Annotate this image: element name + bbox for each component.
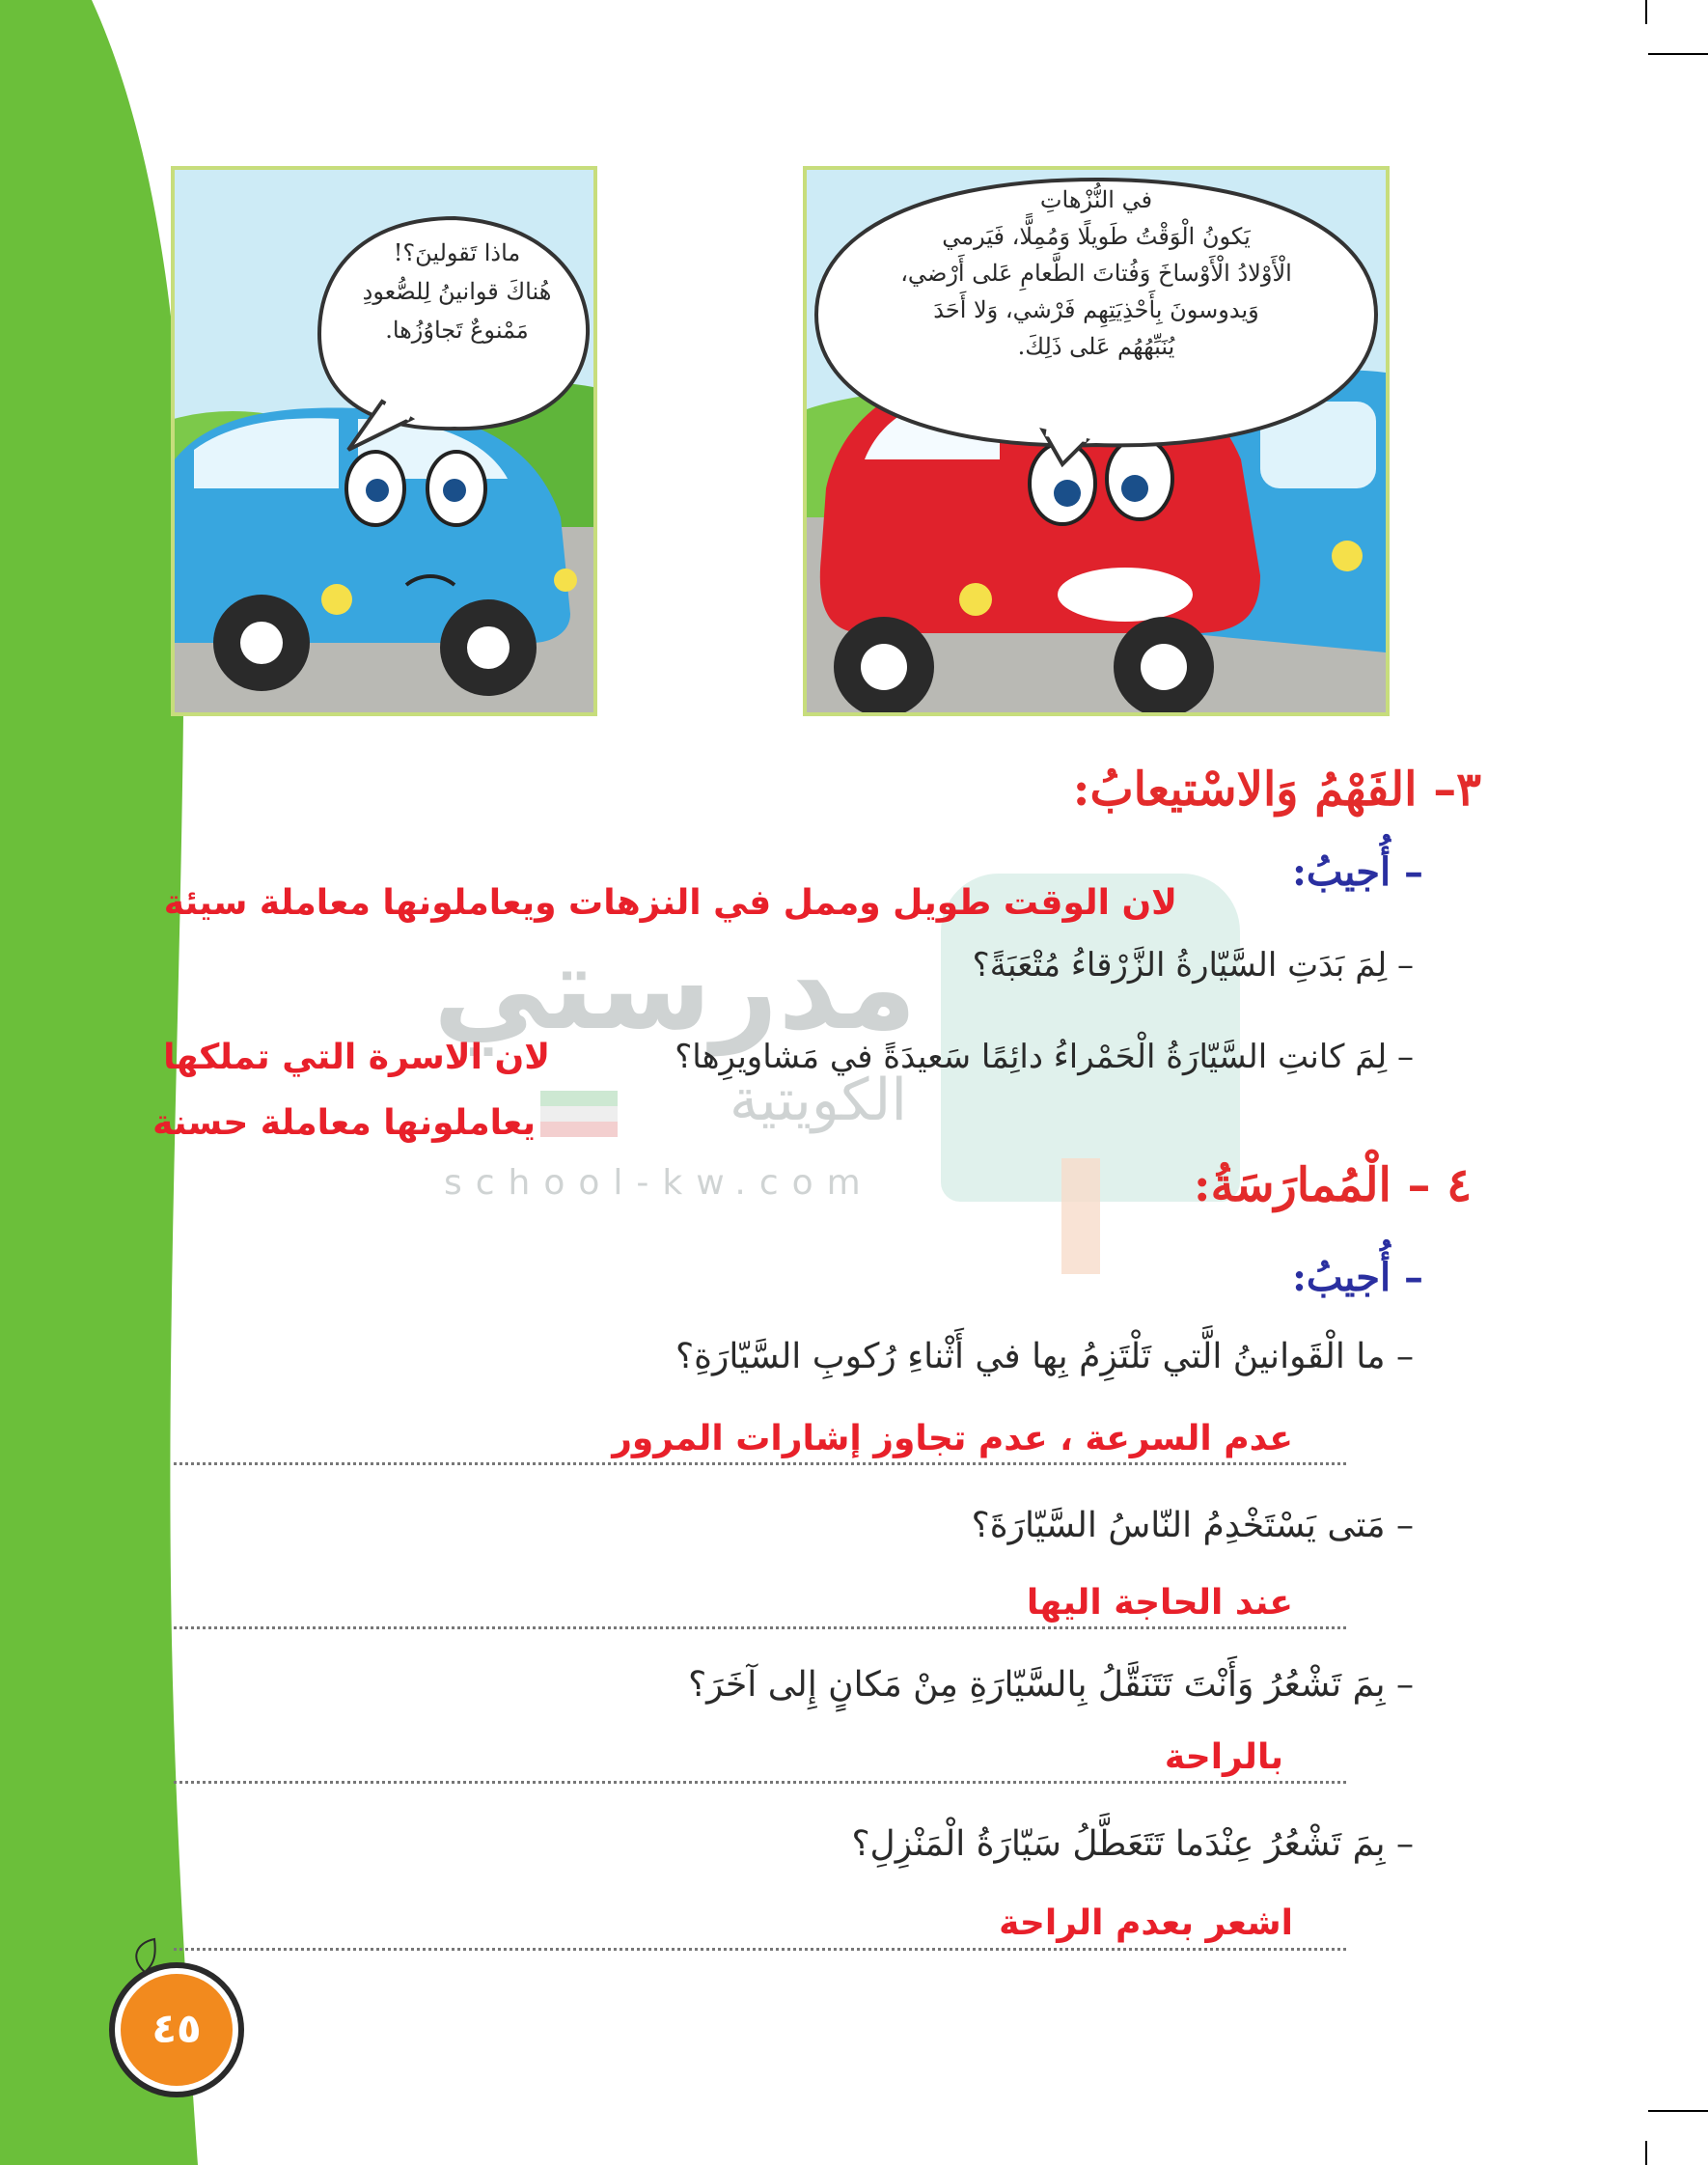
- speech-line: في النُّزْهاتِ: [1039, 186, 1153, 213]
- crop-mark: [1645, 2141, 1647, 2165]
- answer-line: [174, 1626, 1346, 1629]
- practice-answer-3: بالراحة: [1164, 1737, 1283, 1777]
- section4-ajib-label: – أُجيبُ:: [1292, 1255, 1423, 1300]
- section4-heading: ٤ – الْمُمارَسَةُ:: [1193, 1158, 1472, 1212]
- section3-ajib-label: – أُجيبُ:: [1292, 849, 1423, 895]
- practice-answer-4: اشعر بعدم الراحة: [999, 1903, 1293, 1943]
- practice-question-4: – بِمَ تَشْعُرُ عِنْدَما تَتَعَطَّلُ سَيّارَةُ الْمَنْزِلِ؟: [851, 1824, 1414, 1864]
- practice-question-1: – ما الْقَوانينُ الَّتي تَلْتَزِمُ بِها في أَثْناءِ رُكوبِ السَّيّارَةِ؟: [675, 1337, 1414, 1376]
- section3-question-2: – لِمَ كانتِ السَّيّارَةُ الْحَمْراءُ دائِمًا سَعيدَةً في مَشاويرِها؟: [675, 1038, 1414, 1076]
- speech-line: يَكونُ الْوَقْتُ طَويلًا وَمُمِلًّا، فَيَرمي: [942, 223, 1251, 250]
- watermark-brand: مدرستي: [432, 922, 917, 1056]
- crop-mark: [1648, 2110, 1708, 2112]
- section3-answer-1: لان الوقت طويل وممل في النزهات ويعاملونها معاملة سيئة: [163, 883, 1177, 923]
- leaf-icon: [125, 1935, 164, 1974]
- page-number-badge: [109, 1962, 244, 2097]
- page-number: ٤٥: [152, 2005, 202, 2052]
- crop-mark: [1645, 0, 1647, 24]
- blue-car-speech-text: [334, 234, 580, 349]
- section3-question-1: – لِمَ بَدَتِ السَّيّارةُ الزَّرْقاءُ مُتْعَبَةً؟: [972, 946, 1414, 985]
- speech-line: وَيدوسونَ بِأَحْذِيَتِهِم فَرْشي، وَلا أَحَدَ: [933, 296, 1259, 323]
- red-car-speech-text: [845, 181, 1347, 365]
- watermark-url: school-kw.com: [444, 1163, 874, 1203]
- speech-line: يُنَبِّهُهُم عَلى ذَلِكَ.: [1017, 333, 1175, 360]
- crop-mark: [1648, 53, 1708, 55]
- answer-line: [174, 1948, 1346, 1951]
- comic-panel-red-car: [803, 166, 1390, 716]
- practice-question-3: – بِمَ تَشْعُرُ وَأَنْتَ تَتَنَقَّلُ بِالسَّيّارَةِ مِنْ مَكانٍ إِلى آخَرَ؟: [688, 1665, 1414, 1705]
- section3-answer-2-line1: لان الاسرة التي تملكها: [163, 1038, 550, 1077]
- section3-heading: ٣– الفَهْمُ وَالاسْتيعابُ:: [1072, 763, 1481, 817]
- practice-answer-1: عدم السرعة ، عدم تجاوز إشارات المرور: [612, 1419, 1293, 1458]
- practice-answer-2: عند الحاجة اليها: [1026, 1583, 1293, 1623]
- practice-question-2: – مَتى يَسْتَخْدِمُ النّاسُ السَّيّارَةَ؟: [971, 1506, 1414, 1545]
- watermark-flag: [540, 1091, 618, 1137]
- speech-line: هُناكَ قوانينُ لِلصُّعودِ: [362, 278, 552, 305]
- section3-answer-2-line2: يعاملونها معاملة حسنة: [152, 1103, 536, 1143]
- speech-line: الْأَوْلادُ الْأَوْساخَ وَفُتاتَ الطَّعامِ عَلى أَرْضي،: [900, 260, 1292, 287]
- comic-panel-blue-car: [171, 166, 597, 716]
- speech-line: مَمْنوعٌ تَجاوُزُها.: [385, 317, 529, 344]
- answer-line: [174, 1781, 1346, 1784]
- watermark-sub: الكويتية: [729, 1067, 907, 1134]
- answer-line: [174, 1462, 1346, 1465]
- speech-line: ماذا تَقولينَ؟!: [393, 239, 521, 266]
